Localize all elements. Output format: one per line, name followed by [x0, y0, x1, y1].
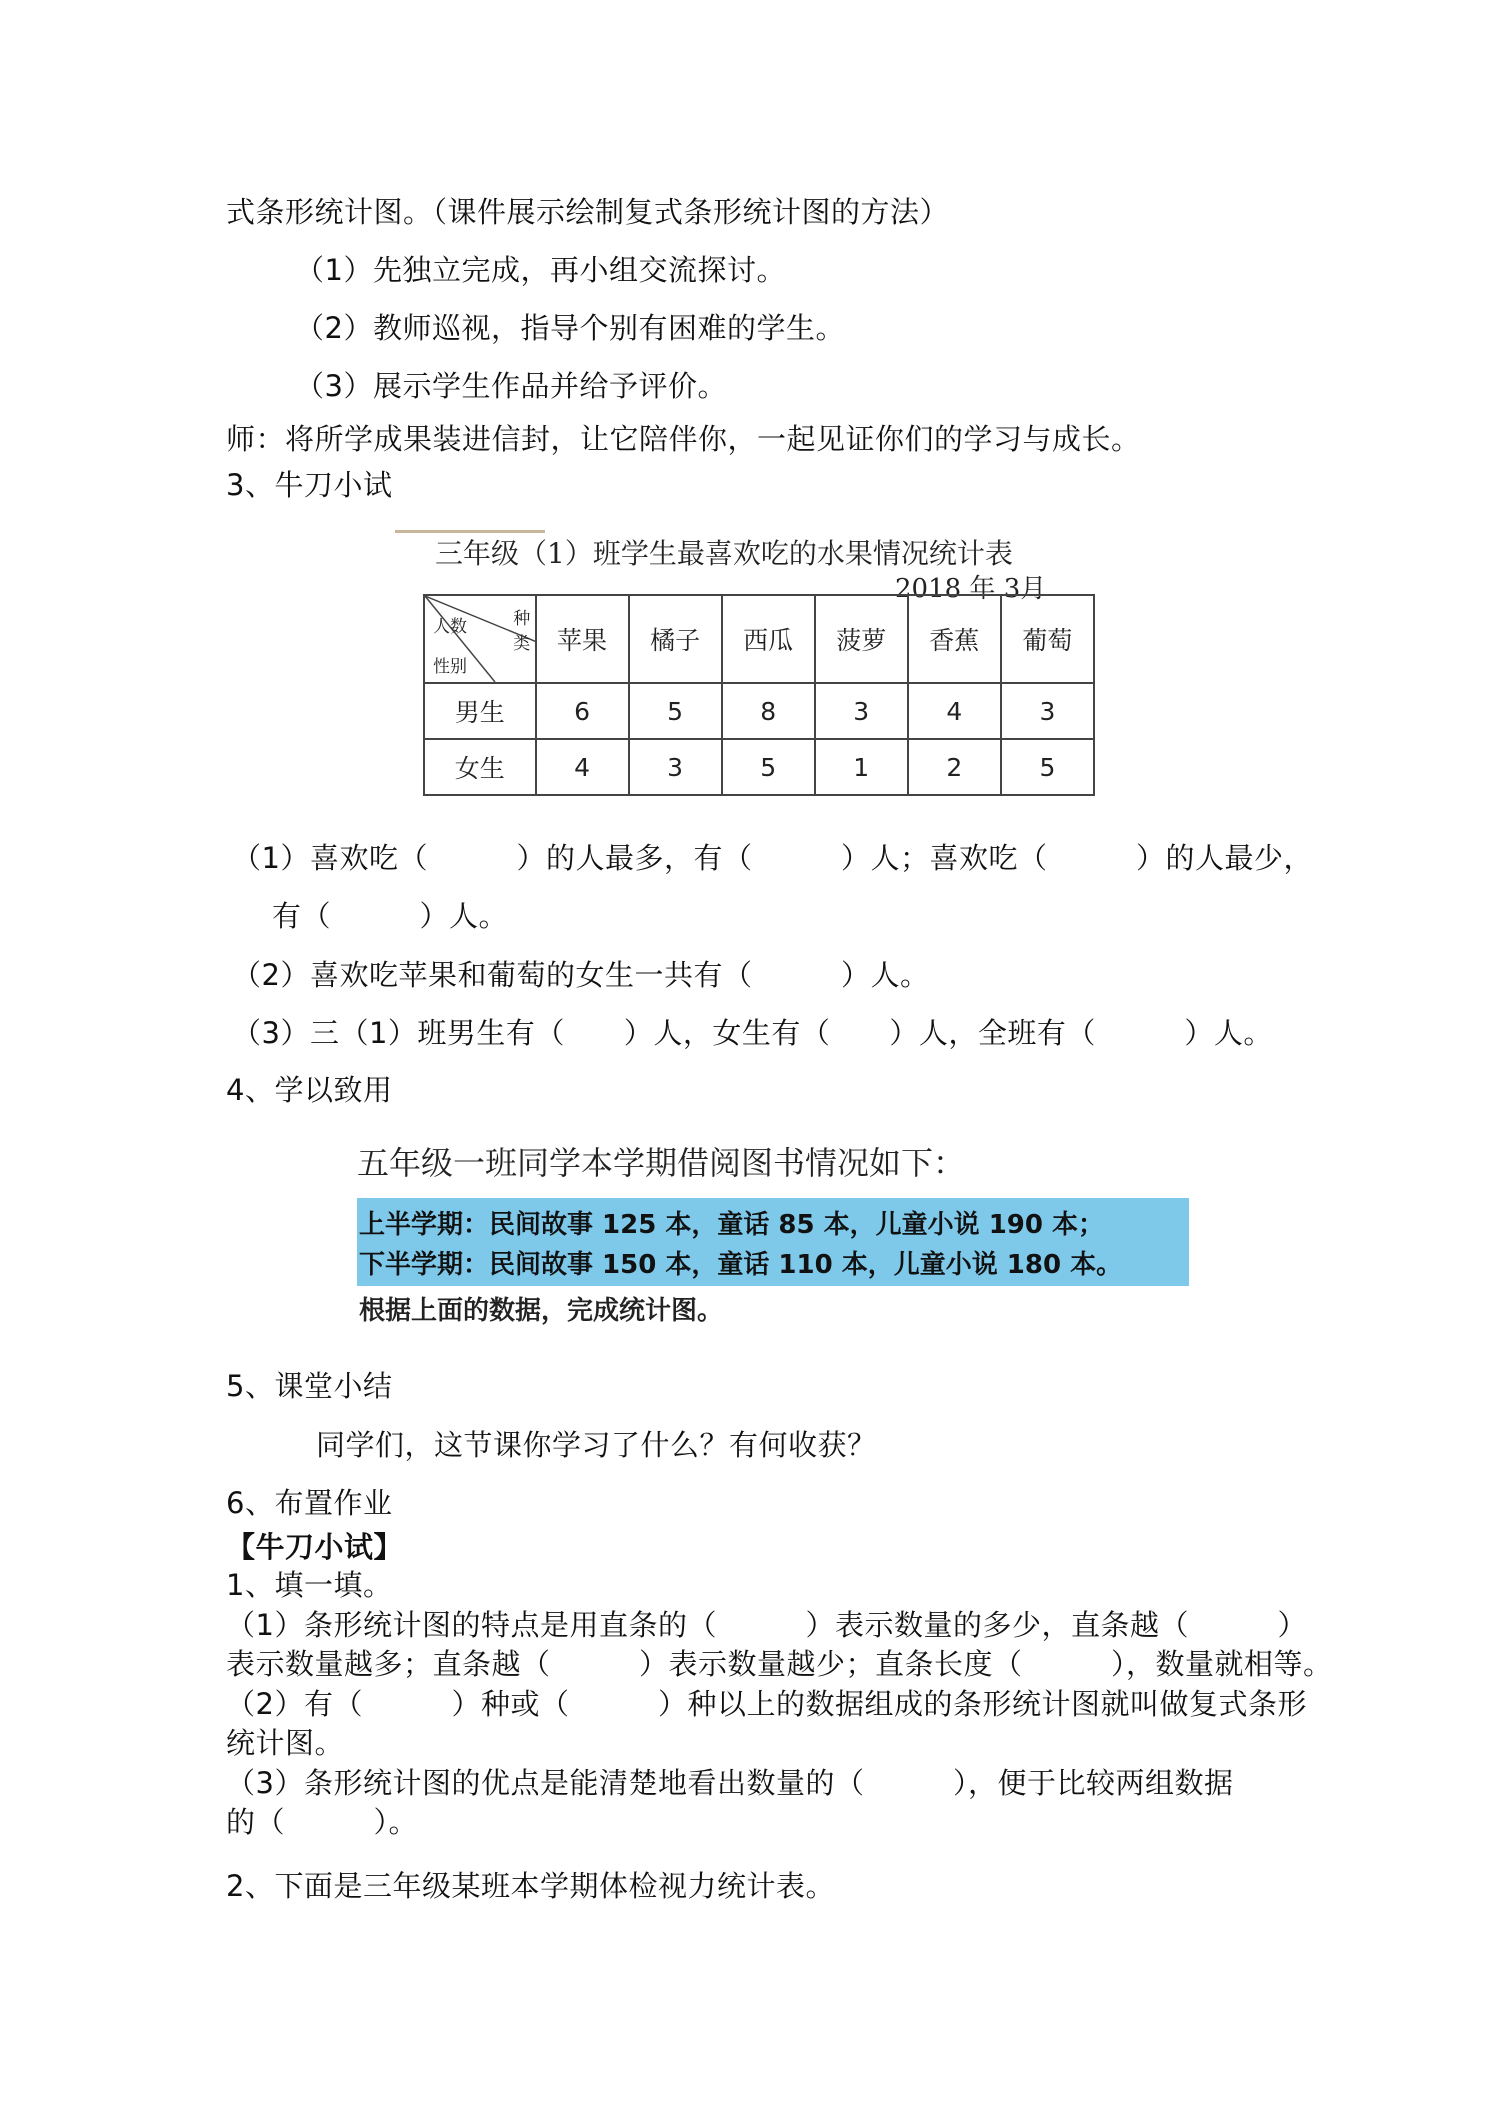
text-line: （3）条形统计图的优点是能清楚地看出数量的（ ），便于比较两组数据 — [226, 1766, 1234, 1800]
text-line: 式条形统计图。（课件展示绘制复式条形统计图的方法） — [226, 195, 950, 229]
text-line: （2）有（ ）种或（ ）种以上的数据组成的条形统计图就叫做复式条形 — [226, 1687, 1307, 1721]
column-header: 橘子 — [629, 595, 722, 683]
text-line: 师：将所学成果装进信封，让它陪伴你，一起见证你们的学习与成长。 — [226, 422, 1141, 456]
fruit-table-title: 三年级（1）班学生最喜欢吃的水果情况统计表 — [435, 537, 1013, 570]
section-heading: 3、牛刀小试 — [226, 468, 393, 502]
question-line: （1）喜欢吃（ ）的人最多，有（ ）人；喜欢吃（ ）的人最少， — [232, 841, 1313, 875]
corner-word: 人数 — [433, 617, 467, 637]
question-line: （3）三（1）班男生有（ ）人，女生有（ ）人，全班有（ ）人。 — [232, 1016, 1273, 1050]
table-row — [424, 739, 1094, 795]
table-cell: 6 — [536, 683, 629, 739]
column-header: 葡萄 — [1001, 595, 1094, 683]
table-cell: 1 — [815, 739, 908, 795]
section-heading: 4、学以致用 — [226, 1073, 393, 1107]
question-line: 有（ ）人。 — [272, 899, 509, 933]
fruit-table-figure — [395, 532, 1095, 802]
table-cell: 5 — [722, 739, 815, 795]
column-header: 西瓜 — [722, 595, 815, 683]
table-cell: 2 — [908, 739, 1001, 795]
text-line: 1、填一填。 — [226, 1568, 393, 1602]
exercise-heading: 【牛刀小试】 — [226, 1530, 404, 1564]
book-figure-title: 五年级一班同学本学期借阅图书情况如下： — [357, 1144, 966, 1182]
column-header: 香蕉 — [908, 595, 1001, 683]
table-cell: 4 — [908, 683, 1001, 739]
book-data-line: 下半学期：民间故事 150 本，童话 110 本，儿童小说 180 本。 — [359, 1250, 1123, 1280]
book-figure-footer: 根据上面的数据，完成统计图。 — [359, 1296, 724, 1326]
section-heading: 5、课堂小结 — [226, 1369, 393, 1403]
column-header: 菠萝 — [815, 595, 908, 683]
table-cell: 5 — [629, 683, 722, 739]
text-line: 2、下面是三年级某班本学期体检视力统计表。 — [226, 1869, 835, 1903]
question-line: （2）喜欢吃苹果和葡萄的女生一共有（ ）人。 — [232, 958, 930, 992]
text-line: 的（ ）。 — [226, 1805, 419, 1839]
row-label: 男生 — [424, 683, 536, 739]
table-cell: 5 — [1001, 739, 1094, 795]
highlight-band — [357, 1198, 1189, 1286]
text-line: 同学们，这节课你学习了什么？有何收获？ — [316, 1428, 877, 1462]
corner-word: 种类 — [513, 609, 531, 654]
text-line: （1）条形统计图的特点是用直条的（ ）表示数量的多少，直条越（ ） — [226, 1608, 1307, 1642]
column-header: 苹果 — [536, 595, 629, 683]
table-cell: 3 — [629, 739, 722, 795]
table-cell: 3 — [815, 683, 908, 739]
table-corner-header — [424, 595, 536, 683]
section-heading: 6、布置作业 — [226, 1486, 393, 1520]
text-line: （3）展示学生作品并给予评价。 — [295, 369, 727, 403]
corner-word: 性别 — [433, 657, 467, 677]
fruit-table — [423, 594, 1095, 796]
text-line: （1）先独立完成，再小组交流探讨。 — [295, 253, 786, 287]
row-label: 女生 — [424, 739, 536, 795]
table-cell: 8 — [722, 683, 815, 739]
text-line: 表示数量越多；直条越（ ）表示数量越少；直条长度（ ），数量就相等。 — [226, 1647, 1333, 1681]
text-line: （2）教师巡视，指导个别有困难的学生。 — [295, 311, 845, 345]
table-cell: 4 — [536, 739, 629, 795]
table-cell: 3 — [1001, 683, 1094, 739]
fruit-table-date: 2018 年 3月 — [895, 574, 1047, 604]
text-line: 统计图。 — [226, 1726, 345, 1760]
book-data-line: 上半学期：民间故事 125 本，童话 85 本，儿童小说 190 本； — [359, 1210, 1105, 1240]
table-row — [424, 683, 1094, 739]
book-data-figure — [357, 1138, 1197, 1343]
